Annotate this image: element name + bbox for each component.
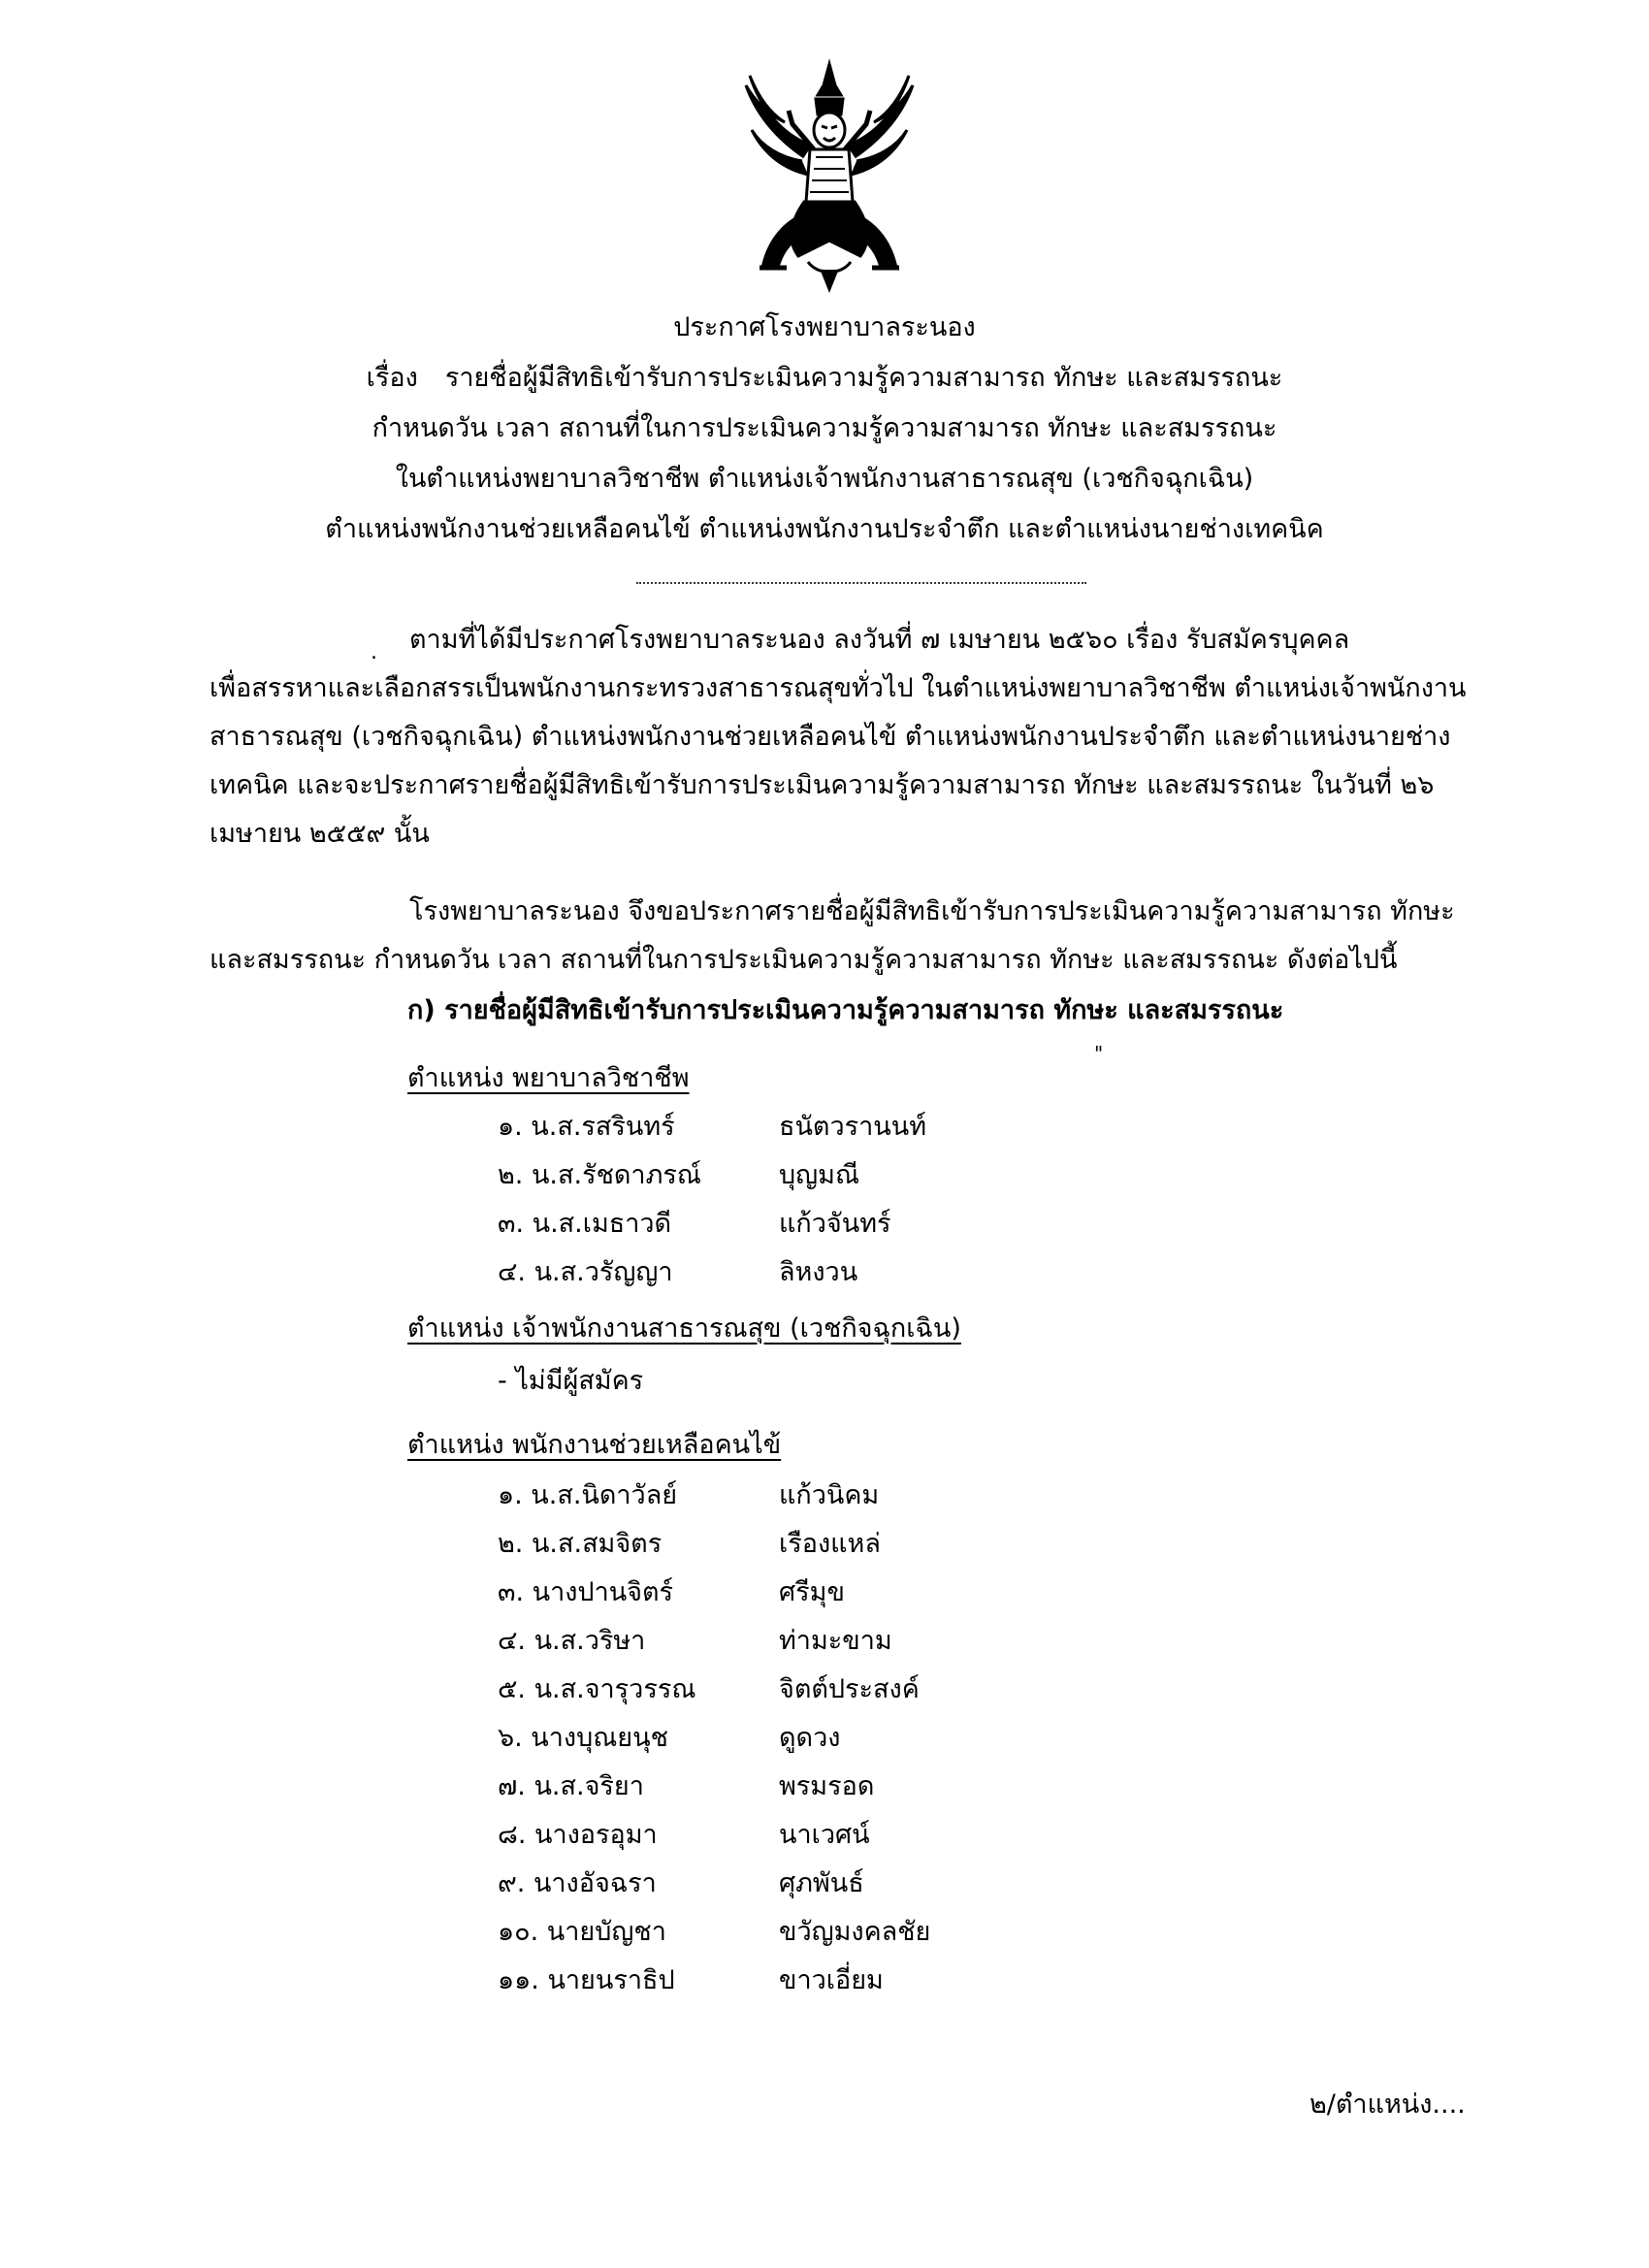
candidate-name: ๒. น.ส.รัชดาภรณ์ (498, 1160, 701, 1190)
para1-line-3: สาธารณสุข (เวชกิจฉุกเฉิน) ตำแหน่งพนักงานช่วยเหลือคนไข้ ตำแหน่งพนักงานประจำตึก และตำแหน่งนายช่าง (210, 722, 1451, 752)
margin-mark: . (371, 640, 377, 664)
para1-line-1: ตามที่ได้มีประกาศโรงพยาบาลระนอง ลงวันที่ ๗ เมษายน ๒๕๖๐ เรื่อง รับสมัครบุคคล (409, 625, 1350, 655)
position-title-emt: ตำแหน่ง เจ้าพนักงานสาธารณสุข (เวชกิจฉุกเฉิน) (407, 1313, 961, 1344)
candidate-surname: ศรีมุข (779, 1577, 845, 1607)
subject-label: เรื่อง (366, 363, 418, 393)
garuda-emblem-icon (740, 56, 920, 294)
candidate-name: ๗. น.ส.จริยา (498, 1771, 644, 1801)
candidate-surname: ดูดวง (779, 1723, 841, 1753)
candidate-name: ๘. นางอรอุมา (498, 1820, 658, 1850)
para1-line-2: เพื่อสรรหาและเลือกสรรเป็นพนักงานกระทรวงสาธารณสุขทั่วไป ในตำแหน่งพยาบาลวิชาชีพ ตำแหน่งเจ้าพนักงาน (210, 673, 1467, 703)
subject-line-4: ตำแหน่งพนักงานช่วยเหลือคนไข้ ตำแหน่งพนักงานประจำตึก และตำแหน่งนายช่างเทคนิค (325, 514, 1324, 544)
header-separator (636, 582, 1086, 584)
document-title: ประกาศโรงพยาบาลระนอง (673, 312, 976, 342)
candidate-name: ๖. นางบุณยนุช (498, 1723, 668, 1753)
candidate-name: ๕. น.ส.จารุวรรณ (498, 1674, 696, 1704)
para2-line-1: โรงพยาบาลระนอง จึงขอประกาศรายชื่อผู้มีสิทธิเข้ารับการประเมินความรู้ความสามารถ ทักษะ (409, 896, 1455, 926)
candidate-name: ๑๑. นายนราธิป (498, 1965, 675, 1995)
candidate-surname: ศุภพันธ์ (779, 1868, 864, 1898)
candidate-surname: แก้วนิคม (779, 1480, 880, 1510)
subject-line-2: กำหนดวัน เวลา สถานที่ในการประเมินความรู้ความสามารถ ทักษะ และสมรรถนะ (372, 413, 1277, 443)
candidate-name: ๔. น.ส.วริษา (498, 1626, 646, 1656)
candidate-surname: บุญมณี (779, 1160, 859, 1190)
subject-line-1 (0, 359, 1649, 398)
candidate-name: ๒. น.ส.สมจิตร (498, 1529, 663, 1559)
candidate-name: ๙. นางอัจฉรา (498, 1868, 657, 1898)
candidate-surname: ธนัตวรานนท์ (779, 1112, 927, 1142)
candidate-surname: จิตต์ประสงค์ (779, 1674, 920, 1704)
candidate-name: ๔. น.ส.วรัญญา (498, 1257, 673, 1287)
position-title-nurse: ตำแหน่ง พยาบาลวิชาชีพ (407, 1063, 690, 1093)
candidate-surname: พรมรอด (779, 1771, 875, 1801)
subject-text-1: รายชื่อผู้มีสิทธิเข้ารับการประเมินความรู้ความสามารถ ทักษะ และสมรรถนะ (444, 363, 1283, 393)
candidate-surname: เรืองแหล่ (779, 1529, 881, 1559)
subject-line-3: ในตำแหน่งพยาบาลวิชาชีพ ตำแหน่งเจ้าพนักงานสาธารณสุข (เวชกิจฉุกเฉิน) (395, 464, 1254, 494)
page-continuation: ๒/ตำแหน่ง.... (1310, 2090, 1466, 2120)
candidate-surname: แก้วจันทร์ (779, 1209, 891, 1239)
candidate-surname: ขาวเอี่ยม (779, 1965, 884, 1995)
stray-mark: " (1094, 1042, 1104, 1065)
section-a-heading: ก) รายชื่อผู้มีสิทธิเข้ารับการประเมินความรู้ความสามารถ ทักษะ และสมรรถนะ (407, 995, 1284, 1025)
candidate-surname: ขวัญมงคลชัย (779, 1917, 931, 1947)
no-applicant-note: - ไม่มีผู้สมัคร (498, 1366, 644, 1396)
candidate-name: ๑. น.ส.รสรินทร์ (498, 1112, 675, 1142)
candidate-name: ๑. น.ส.นิดาวัลย์ (498, 1480, 678, 1510)
candidate-name: ๑๐. นายบัญชา (498, 1917, 666, 1947)
candidate-surname: นาเวศน์ (779, 1820, 870, 1850)
para2-line-2: และสมรรถนะ กำหนดวัน เวลา สถานที่ในการประเมินความรู้ความสามารถ ทักษะ และสมรรถนะ ดังต่อไปนี้ (210, 945, 1398, 975)
candidate-surname: ลิหงวน (779, 1257, 858, 1287)
candidate-surname: ท่ามะขาม (779, 1626, 892, 1656)
candidate-name: ๓. น.ส.เมธาวดี (498, 1209, 672, 1239)
para1-line-4: เทคนิค และจะประกาศรายชื่อผู้มีสิทธิเข้ารับการประเมินความรู้ความสามารถ ทักษะ และสมรรถนะ ในวันที่ ๒๖ (210, 770, 1435, 800)
para1-line-5: เมษายน ๒๕๕๙ นั้น (210, 819, 430, 849)
position-title-patient-aide: ตำแหน่ง พนักงานช่วยเหลือคนไข้ (407, 1430, 782, 1460)
candidate-name: ๓. นางปานจิตร์ (498, 1577, 674, 1607)
